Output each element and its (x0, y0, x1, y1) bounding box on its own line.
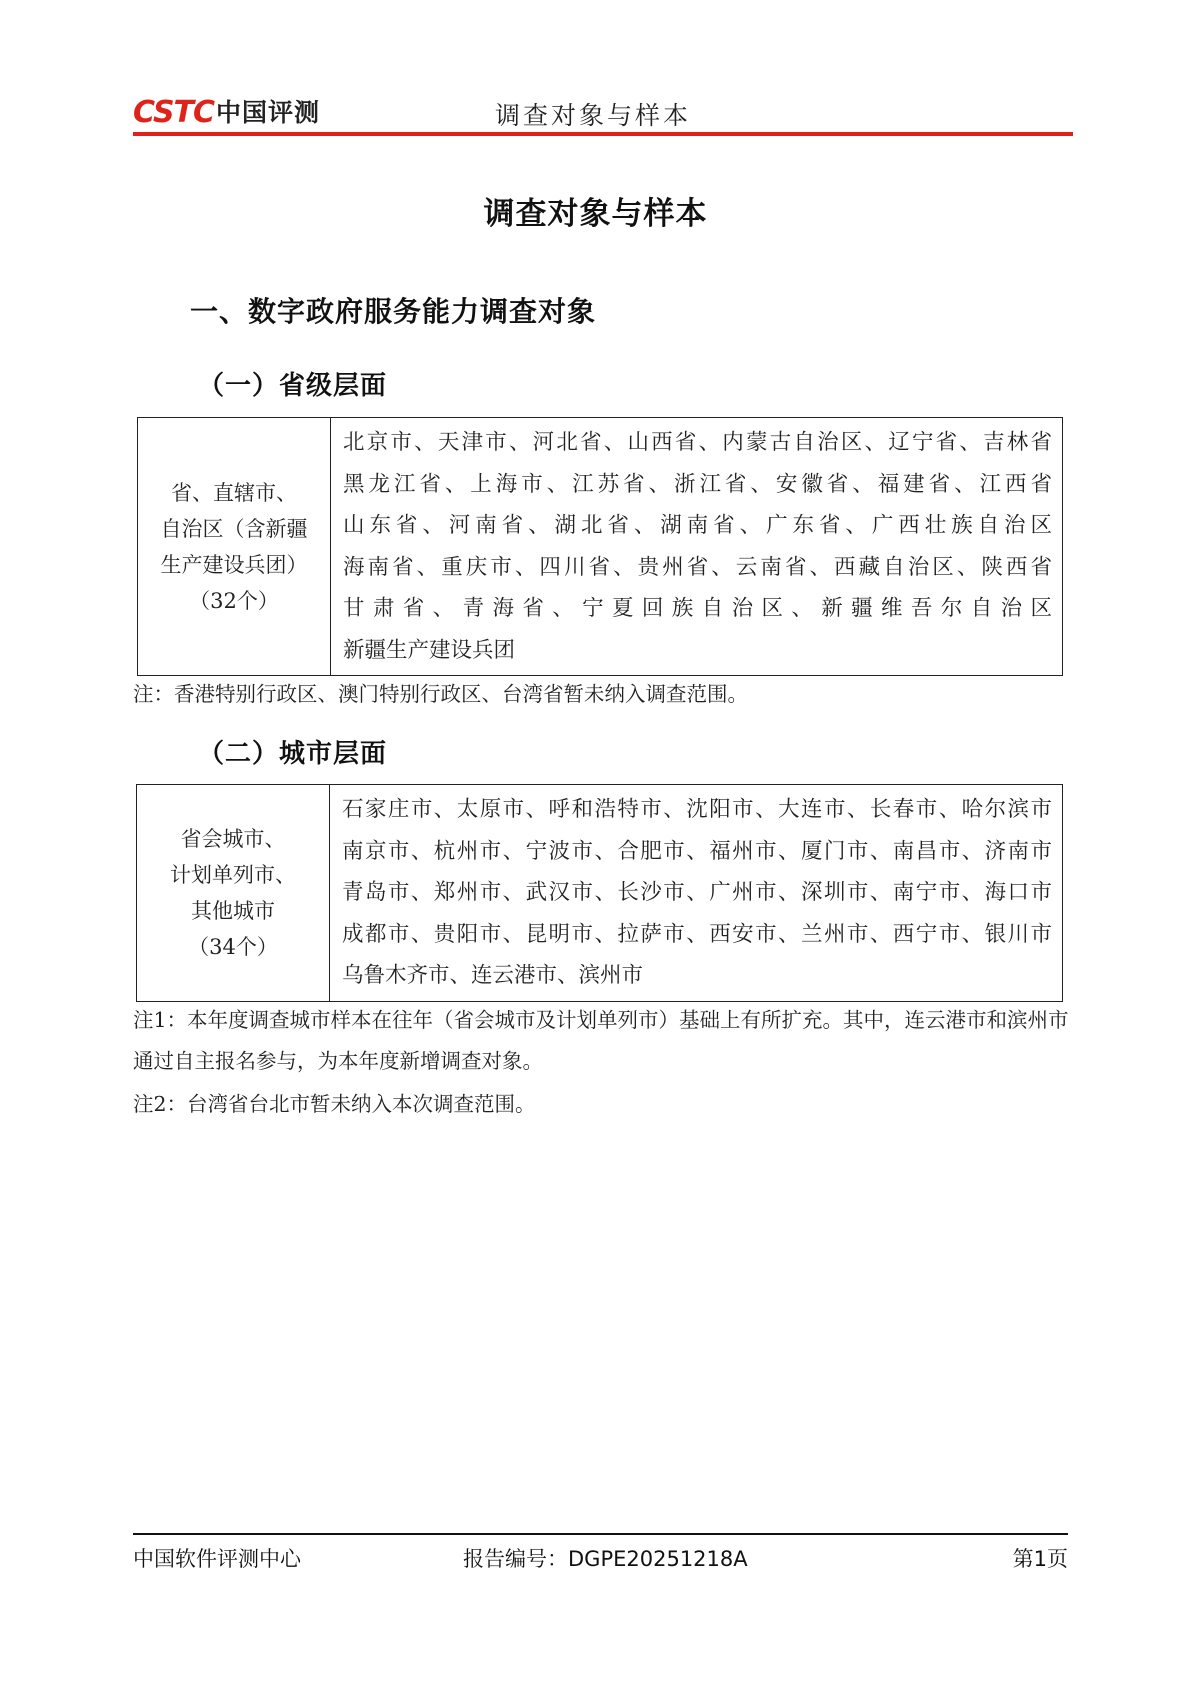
footer-org: 中国软件评测中心 (133, 1547, 301, 1571)
city-category-line: 省会城市、 (180, 826, 286, 851)
city-category-line: （34个） (188, 934, 278, 959)
city-list-line: 乌鲁木齐市、连云港市、滨州市 (342, 963, 644, 988)
city-note-2: 注2：台湾省台北市暂未纳入本次调查范围。 (133, 1092, 536, 1116)
city-category-line: 计划单列市、 (170, 862, 296, 887)
provincial-list-line: 新疆生产建设兵团 (343, 637, 516, 663)
city-list-line: 石家庄市、太原市、呼和浩特市、沈阳市、大连市、长春市、哈尔滨市 (342, 797, 1052, 822)
provincial-category-cell (138, 418, 331, 676)
provincial-table (137, 417, 1063, 676)
provincial-list-line: 海南省、重庆市、四川省、贵州省、云南省、西藏自治区、陕西省 (343, 554, 1052, 580)
provincial-category-line: 生产建设兵团） (160, 552, 308, 577)
page-header (133, 92, 1073, 134)
provincial-list-line: 北京市、天津市、河北省、山西省、内蒙古自治区、辽宁省、吉林省 (343, 430, 1052, 455)
city-table (136, 784, 1063, 1002)
provincial-list-line: 甘肃省、青海省、宁夏回族自治区、新疆维吾尔自治区 (343, 596, 1052, 621)
logo-cn: 中国评测 (216, 98, 321, 127)
page-title: 调查对象与样本 (483, 196, 708, 232)
logo-en: CSTC (133, 95, 215, 130)
section-heading: 一、数字政府服务能力调查对象 (190, 295, 597, 328)
provincial-list-line: 黑龙江省、上海市、江苏省、浙江省、安徽省、福建省、江西省 (343, 471, 1052, 497)
provincial-list-cell (331, 418, 1063, 676)
page-footer (133, 1533, 1068, 1575)
city-category-cell (137, 785, 330, 1002)
provincial-heading: （一）省级层面 (198, 371, 388, 401)
provincial-note: 注：香港特别行政区、澳门特别行政区、台湾省暂未纳入调查范围。 (133, 682, 748, 706)
city-list-line: 南京市、杭州市、宁波市、合肥市、福州市、厦门市、南昌市、济南市 (342, 838, 1052, 864)
city-list-cell (330, 785, 1063, 1002)
city-category-line: 其他城市 (191, 898, 275, 923)
provincial-category-line: （32个） (189, 588, 279, 613)
provincial-category-line: 省、直辖市、 (171, 480, 297, 505)
footer-page-number: 第1页 (1012, 1547, 1068, 1571)
city-heading: （二）城市层面 (198, 739, 388, 769)
header-rule (133, 132, 1073, 136)
city-list-line: 成都市、贵阳市、昆明市、拉萨市、西安市、兰州市、西宁市、银川市 (342, 921, 1052, 947)
provincial-list-line: 山东省、河南省、湖北省、湖南省、广东省、广西壮族自治区 (343, 513, 1052, 538)
city-list-line: 青岛市、郑州市、武汉市、长沙市、广州市、深圳市、南宁市、海口市 (342, 880, 1052, 905)
city-note-1: 注1：本年度调查城市样本在往年（省会城市及计划单列市）基础上有所扩充。其中，连云港市和滨州市通过自主报名参与，为本年度新增调查对象。 (133, 1008, 1069, 1073)
header-title: 调查对象与样本 (495, 101, 692, 130)
provincial-category-line: 自治区（含新疆 (160, 516, 308, 541)
cstc-logo (133, 95, 321, 130)
footer-report-number: 报告编号：DGPE20251218A (463, 1547, 748, 1571)
